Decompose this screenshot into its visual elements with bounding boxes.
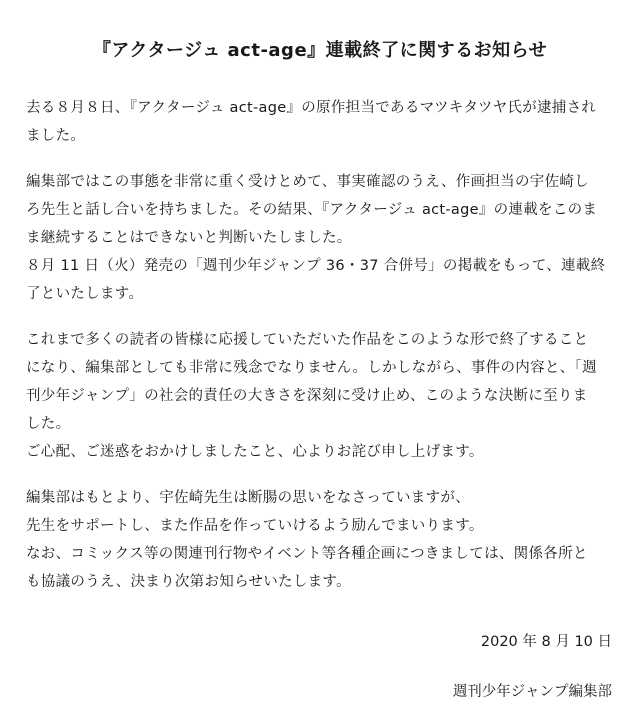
notice-date: 2020 年 8 月 10 日 bbox=[480, 634, 612, 650]
body-line: 刊少年ジャンプ」の社会的責任の大きさを深刻に受け止め、このような決断に至りま bbox=[26, 388, 588, 404]
notice-signature: 週刊少年ジャンプ編集部 bbox=[452, 684, 612, 700]
body-line: ま継続することはできないと判断いたしました。 bbox=[26, 230, 352, 246]
body-line: 了といたします。 bbox=[26, 286, 144, 302]
body-line: 編集部ではこの事態を非常に重く受けとめて、事実確認のうえ、作画担当の宇佐崎し bbox=[26, 174, 589, 190]
body-line: も協議のうえ、決まり次第お知らせいたします。 bbox=[26, 574, 351, 590]
body-line: 先生をサポートし、また作品を作っていけるよう励んでまいります。 bbox=[26, 518, 484, 534]
body-line: した。 bbox=[26, 416, 71, 432]
notice-title: 『アクタージュ act-age』連載終了に関するお知らせ bbox=[92, 40, 548, 61]
body-line: 編集部はもとより、宇佐崎先生は断腸の思いをなさっていますが、 bbox=[26, 490, 470, 506]
body-line: ました。 bbox=[26, 128, 86, 144]
body-line: ろ先生と話し合いを持ちました。その結果、『アクタージュ act-age』の連載をこのま bbox=[26, 202, 598, 218]
body-line: ８月 11 日（火）発売の「週刊少年ジャンプ 36・37 合併号」の掲載をもって、連載終 bbox=[26, 258, 606, 274]
body-line: 去る８月８日、『アクタージュ act-age』の原作担当であるマツキタツヤ氏が逮捕され bbox=[26, 100, 597, 116]
body-line: になり、編集部としても非常に残念でなりません。しかしながら、事件の内容と、「週 bbox=[26, 360, 597, 376]
body-line: これまで多くの読者の皆様に応援していただいた作品をこのような形で終了すること bbox=[26, 332, 589, 348]
body-line: ご心配、ご迷惑をおかけしましたこと、心よりお詫び申し上げます。 bbox=[26, 444, 484, 460]
body-line: なお、コミックス等の関連刊行物やイベント等各種企画につきましては、関係各所と bbox=[26, 546, 588, 562]
